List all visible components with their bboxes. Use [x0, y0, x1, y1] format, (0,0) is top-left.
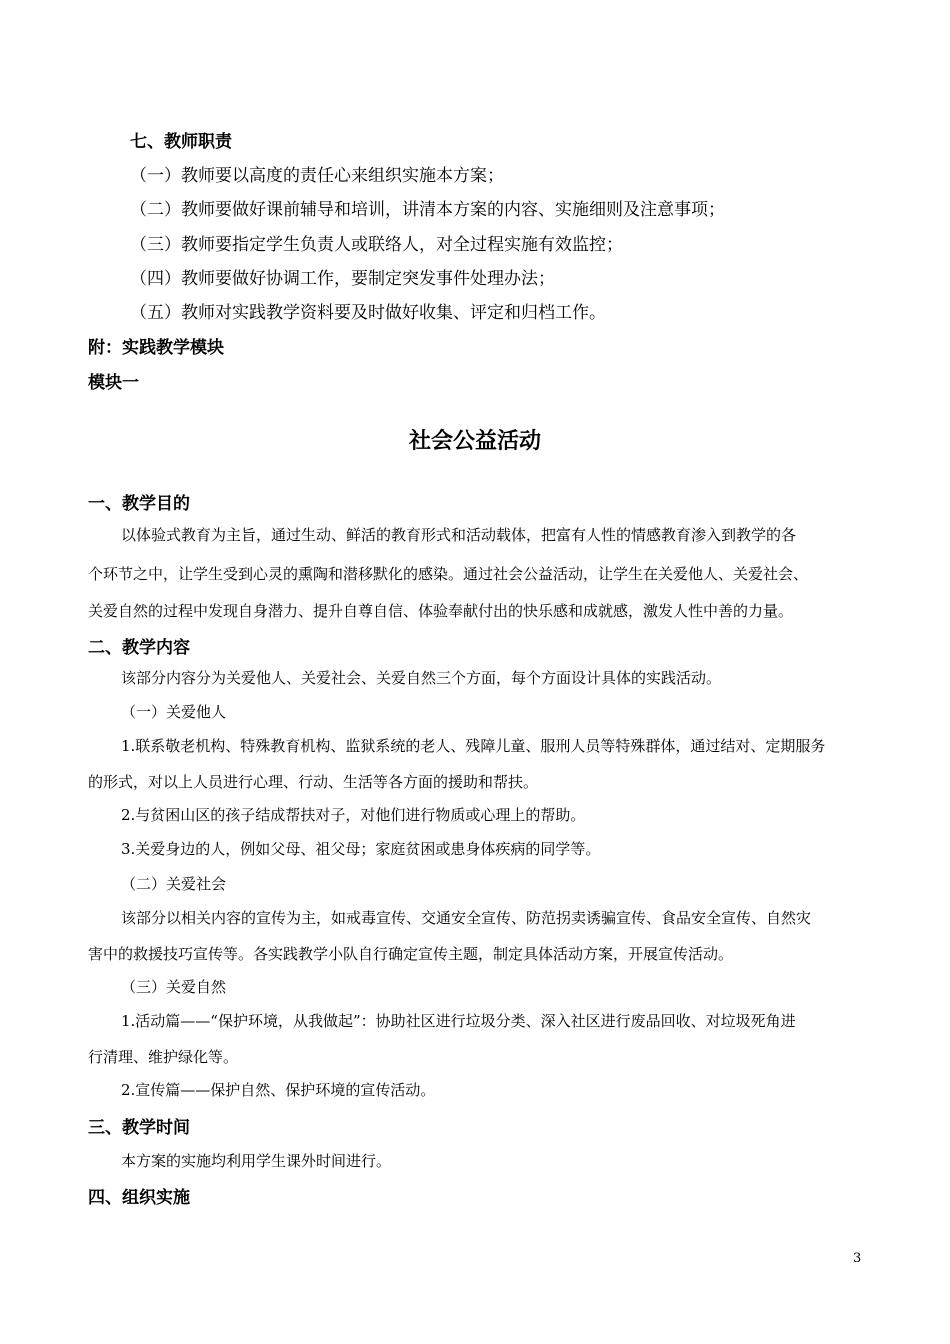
subsection-care-nature: （三）关爱自然 [121, 978, 227, 996]
content-intro: 该部分内容分为关爱他人、关爱社会、关爱自然三个方面，每个方面设计具体的实践活动。 [121, 669, 722, 687]
care-others-item-2: 2.与贫困山区的孩子结成帮扶对子，对他们进行物质或心理上的帮助。 [121, 806, 586, 824]
care-society-line-2: 害中的救援技巧宣传等。各实践教学小队自行确定宣传主题，制定具体活动方案，开展宣传活动。 [88, 945, 734, 963]
duty-item-4: （四）教师要做好协调工作，要制定突发事件处理办法； [130, 269, 555, 289]
time-text: 本方案的实施均利用学生课外时间进行。 [121, 1152, 392, 1170]
section-heading-teacher-duties: 七、教师职责 [130, 132, 232, 152]
care-others-item-1-line-2: 的形式，对以上人员进行心理、行动、生活等各方面的援助和帮扶。 [88, 773, 539, 791]
subsection-care-society: （二）关爱社会 [121, 875, 227, 893]
duty-item-1: （一）教师要以高度的责任心来组织实施本方案； [130, 166, 504, 186]
module-title: 社会公益活动 [408, 429, 541, 454]
care-nature-item-1-line-2: 行清理、维护绿化等。 [88, 1048, 239, 1066]
duty-item-5: （五）教师对实践教学资料要及时做好收集、评定和归档工作。 [130, 303, 606, 323]
objective-line-1: 以体验式教育为主旨，通过生动、鲜活的教育形式和活动载体，把富有人性的情感教育渗入到教学的各 [121, 526, 797, 544]
objective-line-2: 个环节之中，让学生受到心灵的熏陶和潜移默化的感染。通过社会公益活动，让学生在关爱他人、关爱社会、 [88, 565, 809, 583]
care-nature-item-1-line-1: 1.活动篇——“保护环境，从我做起”：协助社区进行垃圾分类、深入社区进行废品回收、对垃圾死角进 [121, 1012, 796, 1030]
care-nature-item-2: 2.宣传篇——保护自然、保护环境的宣传活动。 [121, 1081, 436, 1099]
duty-item-2: （二）教师要做好课前辅导和培训，讲清本方案的内容、实施细则及注意事项； [130, 200, 725, 220]
care-others-item-1-line-1: 1.联系敬老机构、特殊教育机构、监狱系统的老人、残障儿童、服刑人员等特殊群体，通过结对、定期服务 [121, 737, 826, 755]
module-label: 模块一 [88, 373, 139, 393]
appendix-label: 附：实践教学模块 [88, 338, 224, 358]
care-society-line-1: 该部分以相关内容的宣传为主，如戒毒宣传、交通安全宣传、防范拐卖诱骗宣传、食品安全宣传、自然灾 [121, 909, 812, 927]
subsection-care-others: （一）关爱他人 [121, 703, 227, 721]
section-heading-content: 二、教学内容 [88, 638, 190, 658]
care-others-item-3: 3.关爱身边的人，例如父母、祖父母；家庭贫困或患身体疾病的同学等。 [121, 840, 601, 858]
section-heading-organization: 四、组织实施 [88, 1188, 190, 1208]
objective-line-3: 关爱自然的过程中发现自身潜力、提升自尊自信、体验奉献付出的快乐感和成就感，激发人性中善的力量。 [88, 602, 794, 620]
section-heading-time: 三、教学时间 [88, 1118, 190, 1138]
page-number: 3 [853, 1251, 862, 1266]
section-heading-objective: 一、教学目的 [88, 494, 190, 514]
duty-item-3: （三）教师要指定学生负责人或联络人，对全过程实施有效监控； [130, 235, 623, 255]
